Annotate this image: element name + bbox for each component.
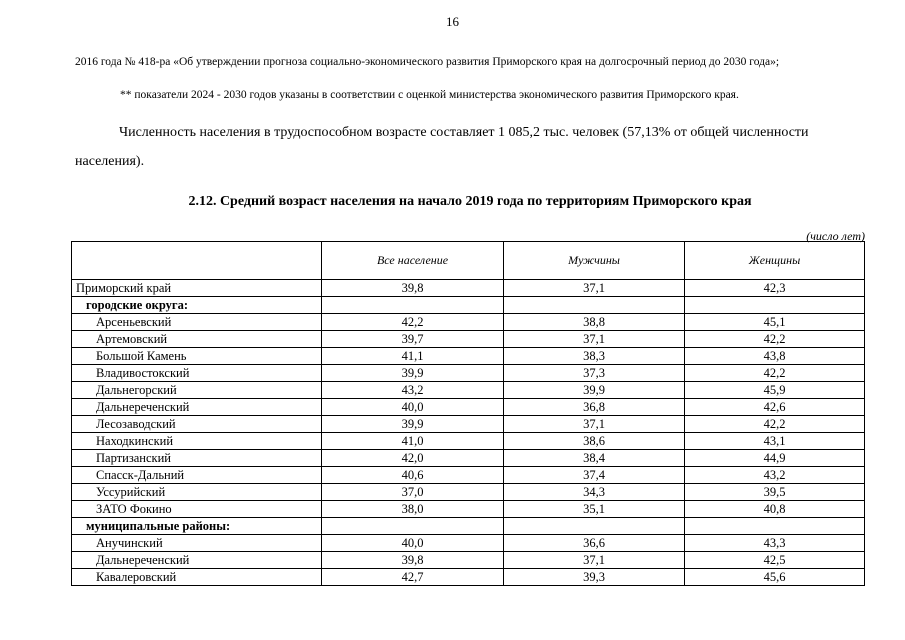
row-all-cell: 40,0 xyxy=(322,535,504,552)
row-all-cell: 39,7 xyxy=(322,331,504,348)
row-men-cell: 35,1 xyxy=(504,501,685,518)
table-row xyxy=(72,382,865,399)
row-name-cell: ЗАТО Фокино xyxy=(72,501,322,518)
row-men-cell: 38,6 xyxy=(504,433,685,450)
row-women-cell: 42,2 xyxy=(685,331,865,348)
row-men-cell: 38,4 xyxy=(504,450,685,467)
row-all-cell: 40,0 xyxy=(322,399,504,416)
table-row xyxy=(72,535,865,552)
row-all-cell xyxy=(322,297,504,314)
row-name-cell: Приморский край xyxy=(72,280,322,297)
table-row xyxy=(72,399,865,416)
table-row xyxy=(72,501,865,518)
table-row xyxy=(72,280,865,297)
row-women-cell: 42,2 xyxy=(685,416,865,433)
row-women-cell: 42,3 xyxy=(685,280,865,297)
row-all-cell: 41,0 xyxy=(322,433,504,450)
page-number: 16 xyxy=(446,14,459,29)
table-row xyxy=(72,331,865,348)
row-women-cell: 42,2 xyxy=(685,365,865,382)
row-men-cell: 37,4 xyxy=(504,467,685,484)
row-men-cell: 39,9 xyxy=(504,382,685,399)
row-men-cell: 37,1 xyxy=(504,416,685,433)
row-all-cell: 39,9 xyxy=(322,416,504,433)
row-women-cell: 43,8 xyxy=(685,348,865,365)
row-all-cell: 43,2 xyxy=(322,382,504,399)
row-women-cell xyxy=(685,297,865,314)
row-men-cell: 38,8 xyxy=(504,314,685,331)
row-all-cell: 41,1 xyxy=(322,348,504,365)
row-name-cell: Партизанский xyxy=(72,450,322,467)
row-men-cell: 39,3 xyxy=(504,569,685,586)
table-row xyxy=(72,416,865,433)
row-all-cell: 39,8 xyxy=(322,552,504,569)
row-women-cell: 40,8 xyxy=(685,501,865,518)
row-men-cell: 38,3 xyxy=(504,348,685,365)
row-name-cell: муниципальные районы: xyxy=(72,518,322,535)
row-name-cell: Уссурийский xyxy=(72,484,322,501)
row-name-cell: Лесозаводский xyxy=(72,416,322,433)
row-men-cell: 36,8 xyxy=(504,399,685,416)
paragraph-text: Численность населения в трудоспособном возрасте составляет 1 085,2 тыс. человек (57,13% от общей численности населения). xyxy=(75,125,809,169)
row-name-cell: Кавалеровский xyxy=(72,569,322,586)
row-name-cell: Дальнегорский xyxy=(72,382,322,399)
population-paragraph xyxy=(75,118,870,176)
row-all-cell: 42,7 xyxy=(322,569,504,586)
row-all-cell: 39,8 xyxy=(322,280,504,297)
table-row xyxy=(72,484,865,501)
row-women-cell: 43,1 xyxy=(685,433,865,450)
row-men-cell xyxy=(504,297,685,314)
row-name-cell: Арсеньевский xyxy=(72,314,322,331)
row-women-cell: 39,5 xyxy=(685,484,865,501)
row-women-cell: 45,6 xyxy=(685,569,865,586)
table-row xyxy=(72,348,865,365)
row-name-cell: Спасск-Дальний xyxy=(72,467,322,484)
table-row xyxy=(72,569,865,586)
row-men-cell: 34,3 xyxy=(504,484,685,501)
row-women-cell: 45,1 xyxy=(685,314,865,331)
header-women: Женщины xyxy=(685,242,865,280)
section-title: 2.12. Средний возраст населения на начало 2019 года по территориям Приморского края xyxy=(188,194,752,209)
header-men: Мужчины xyxy=(504,242,685,280)
table-row xyxy=(72,450,865,467)
table-row xyxy=(72,467,865,484)
row-all-cell xyxy=(322,518,504,535)
row-women-cell: 42,6 xyxy=(685,399,865,416)
row-name-cell: Дальнереченский xyxy=(72,552,322,569)
row-women-cell: 45,9 xyxy=(685,382,865,399)
row-women-cell: 42,5 xyxy=(685,552,865,569)
table-row xyxy=(72,433,865,450)
row-name-cell: городские округа: xyxy=(72,297,322,314)
footnote-line-2: ** показатели 2024 - 2030 годов указаны в соответствии с оценкой министерства экономического развития Приморского края. xyxy=(120,89,739,101)
header-territory xyxy=(72,242,322,280)
row-name-cell: Дальнереченский xyxy=(72,399,322,416)
row-all-cell: 38,0 xyxy=(322,501,504,518)
row-men-cell: 36,6 xyxy=(504,535,685,552)
row-men-cell: 37,1 xyxy=(504,280,685,297)
row-all-cell: 42,0 xyxy=(322,450,504,467)
row-name-cell: Находкинский xyxy=(72,433,322,450)
row-all-cell: 40,6 xyxy=(322,467,504,484)
unit-note: (число лет) xyxy=(806,229,865,243)
table-row xyxy=(72,518,865,535)
row-men-cell: 37,1 xyxy=(504,552,685,569)
average-age-table xyxy=(71,241,865,586)
row-women-cell xyxy=(685,518,865,535)
table-row xyxy=(72,552,865,569)
row-all-cell: 42,2 xyxy=(322,314,504,331)
table-row xyxy=(72,314,865,331)
row-name-cell: Анучинский xyxy=(72,535,322,552)
row-all-cell: 39,9 xyxy=(322,365,504,382)
row-men-cell: 37,3 xyxy=(504,365,685,382)
row-men-cell xyxy=(504,518,685,535)
row-name-cell: Артемовский xyxy=(72,331,322,348)
row-women-cell: 43,3 xyxy=(685,535,865,552)
footnote-line-1: 2016 года № 418-ра «Об утверждении прогноза социально-экономического развития Приморского края на долгосрочный период до 2030 года»; xyxy=(75,56,780,68)
table-row xyxy=(72,297,865,314)
row-men-cell: 37,1 xyxy=(504,331,685,348)
header-all: Все население xyxy=(322,242,504,280)
row-name-cell: Большой Камень xyxy=(72,348,322,365)
row-name-cell: Владивостокский xyxy=(72,365,322,382)
row-all-cell: 37,0 xyxy=(322,484,504,501)
row-women-cell: 44,9 xyxy=(685,450,865,467)
table-row xyxy=(72,365,865,382)
row-women-cell: 43,2 xyxy=(685,467,865,484)
table-header-row xyxy=(72,242,865,280)
